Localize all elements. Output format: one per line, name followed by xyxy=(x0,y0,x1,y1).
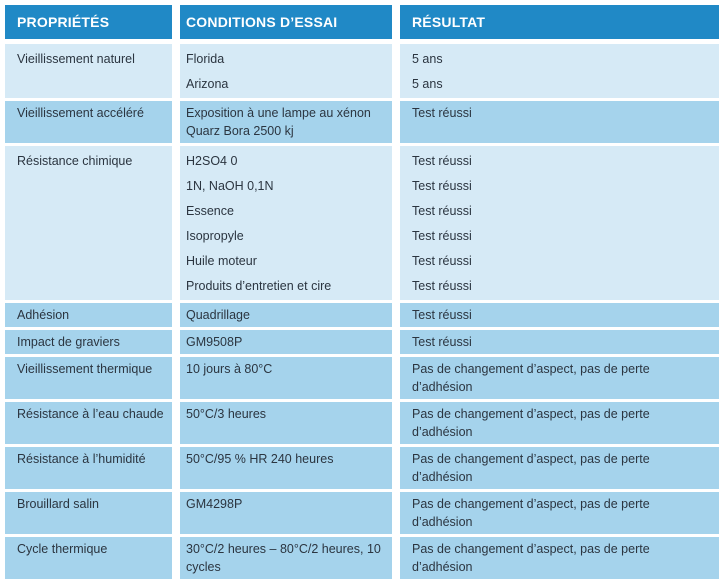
result-line: Test réussi xyxy=(412,154,472,168)
property-label: Résistance à l’humidité xyxy=(17,452,146,466)
result-cell xyxy=(400,330,719,354)
conditions-cell xyxy=(180,303,392,327)
condition-line: Arizona xyxy=(186,77,229,91)
column-header-proprietes: PROPRIÉTÉS xyxy=(5,5,172,39)
conditions-cell xyxy=(180,447,392,489)
result-cell xyxy=(400,447,719,489)
result-line: Pas de changement d’aspect, pas de perte d’adhésion xyxy=(412,362,650,394)
table-row xyxy=(5,146,719,300)
property-label: Vieillissement thermique xyxy=(17,362,153,376)
condition-line: GM4298P xyxy=(186,497,243,511)
result-line: Pas de changement d’aspect, pas de perte d’adhésion xyxy=(412,407,650,439)
condition-line: 30°C/2 heures – 80°C/2 heures, 10 cycles xyxy=(186,542,381,574)
table-row xyxy=(5,402,719,444)
result-cell xyxy=(400,303,719,327)
condition-line: Huile moteur xyxy=(186,254,257,268)
condition-line: 10 jours à 80°C xyxy=(186,362,273,376)
property-label: Brouillard salin xyxy=(17,497,99,511)
condition-line: 50°C/3 heures xyxy=(186,407,267,421)
condition-line: Exposition à une lampe au xénon xyxy=(186,106,371,120)
table-row xyxy=(5,101,719,143)
condition-line: Isopropyle xyxy=(186,229,244,243)
table-header-row xyxy=(5,5,719,39)
conditions-cell xyxy=(180,357,392,399)
result-line: Test réussi xyxy=(412,229,472,243)
result-cell xyxy=(400,44,719,98)
property-label: Vieillissement accéléré xyxy=(17,106,144,120)
conditions-cell xyxy=(180,537,392,579)
result-line: Pas de changement d’aspect, pas de perte d’adhésion xyxy=(412,542,650,574)
conditions-cell xyxy=(180,44,392,98)
result-line: Pas de changement d’aspect, pas de perte d’adhésion xyxy=(412,452,650,484)
property-label: Résistance chimique xyxy=(17,154,133,168)
result-cell xyxy=(400,101,719,143)
result-line: Test réussi xyxy=(412,279,472,293)
property-cell xyxy=(5,101,172,143)
result-cell xyxy=(400,146,719,300)
properties-test-table xyxy=(5,5,719,574)
property-cell xyxy=(5,146,172,300)
result-line: Test réussi xyxy=(412,179,472,193)
table-row xyxy=(5,447,719,489)
result-cell xyxy=(400,537,719,579)
table-row xyxy=(5,537,719,579)
condition-line: Quarz Bora 2500 kj xyxy=(186,124,294,138)
result-line: Test réussi xyxy=(412,254,472,268)
condition-line: Florida xyxy=(186,52,225,66)
result-cell xyxy=(400,357,719,399)
result-cell xyxy=(400,402,719,444)
property-label: Impact de graviers xyxy=(17,335,120,349)
table-row xyxy=(5,492,719,534)
property-label: Vieillissement naturel xyxy=(17,52,135,66)
table-row xyxy=(5,303,719,327)
property-cell xyxy=(5,537,172,579)
result-line: Test réussi xyxy=(412,308,472,322)
table-row xyxy=(5,357,719,399)
result-line: Test réussi xyxy=(412,335,472,349)
result-cell xyxy=(400,492,719,534)
condition-line: GM9508P xyxy=(186,335,243,349)
condition-line: Quadrillage xyxy=(186,308,250,322)
conditions-cell xyxy=(180,330,392,354)
condition-line: Essence xyxy=(186,204,234,218)
column-header-resultat: RÉSULTAT xyxy=(400,5,719,39)
conditions-cell xyxy=(180,146,392,300)
property-label: Cycle thermique xyxy=(17,542,108,556)
result-line: Test réussi xyxy=(412,204,472,218)
property-label: Résistance à l’eau chaude xyxy=(17,407,164,421)
property-cell xyxy=(5,303,172,327)
column-header-conditions-essai: CONDITIONS D’ESSAI xyxy=(180,5,392,39)
result-line: 5 ans xyxy=(412,52,443,66)
condition-line: 1N, NaOH 0,1N xyxy=(186,179,274,193)
condition-line: H2SO4 0 xyxy=(186,154,238,168)
conditions-cell xyxy=(180,101,392,143)
result-line: Pas de changement d’aspect, pas de perte d’adhésion xyxy=(412,497,650,529)
property-cell xyxy=(5,402,172,444)
table-row xyxy=(5,330,719,354)
result-line: 5 ans xyxy=(412,77,443,91)
property-cell xyxy=(5,492,172,534)
conditions-cell xyxy=(180,402,392,444)
property-cell xyxy=(5,330,172,354)
table-row xyxy=(5,44,719,98)
property-cell xyxy=(5,44,172,98)
property-label: Adhésion xyxy=(17,308,70,322)
result-line: Test réussi xyxy=(412,106,472,120)
conditions-cell xyxy=(180,492,392,534)
condition-line: 50°C/95 % HR 240 heures xyxy=(186,452,334,466)
condition-line: Produits d’entretien et cire xyxy=(186,279,332,293)
property-cell xyxy=(5,447,172,489)
property-cell xyxy=(5,357,172,399)
